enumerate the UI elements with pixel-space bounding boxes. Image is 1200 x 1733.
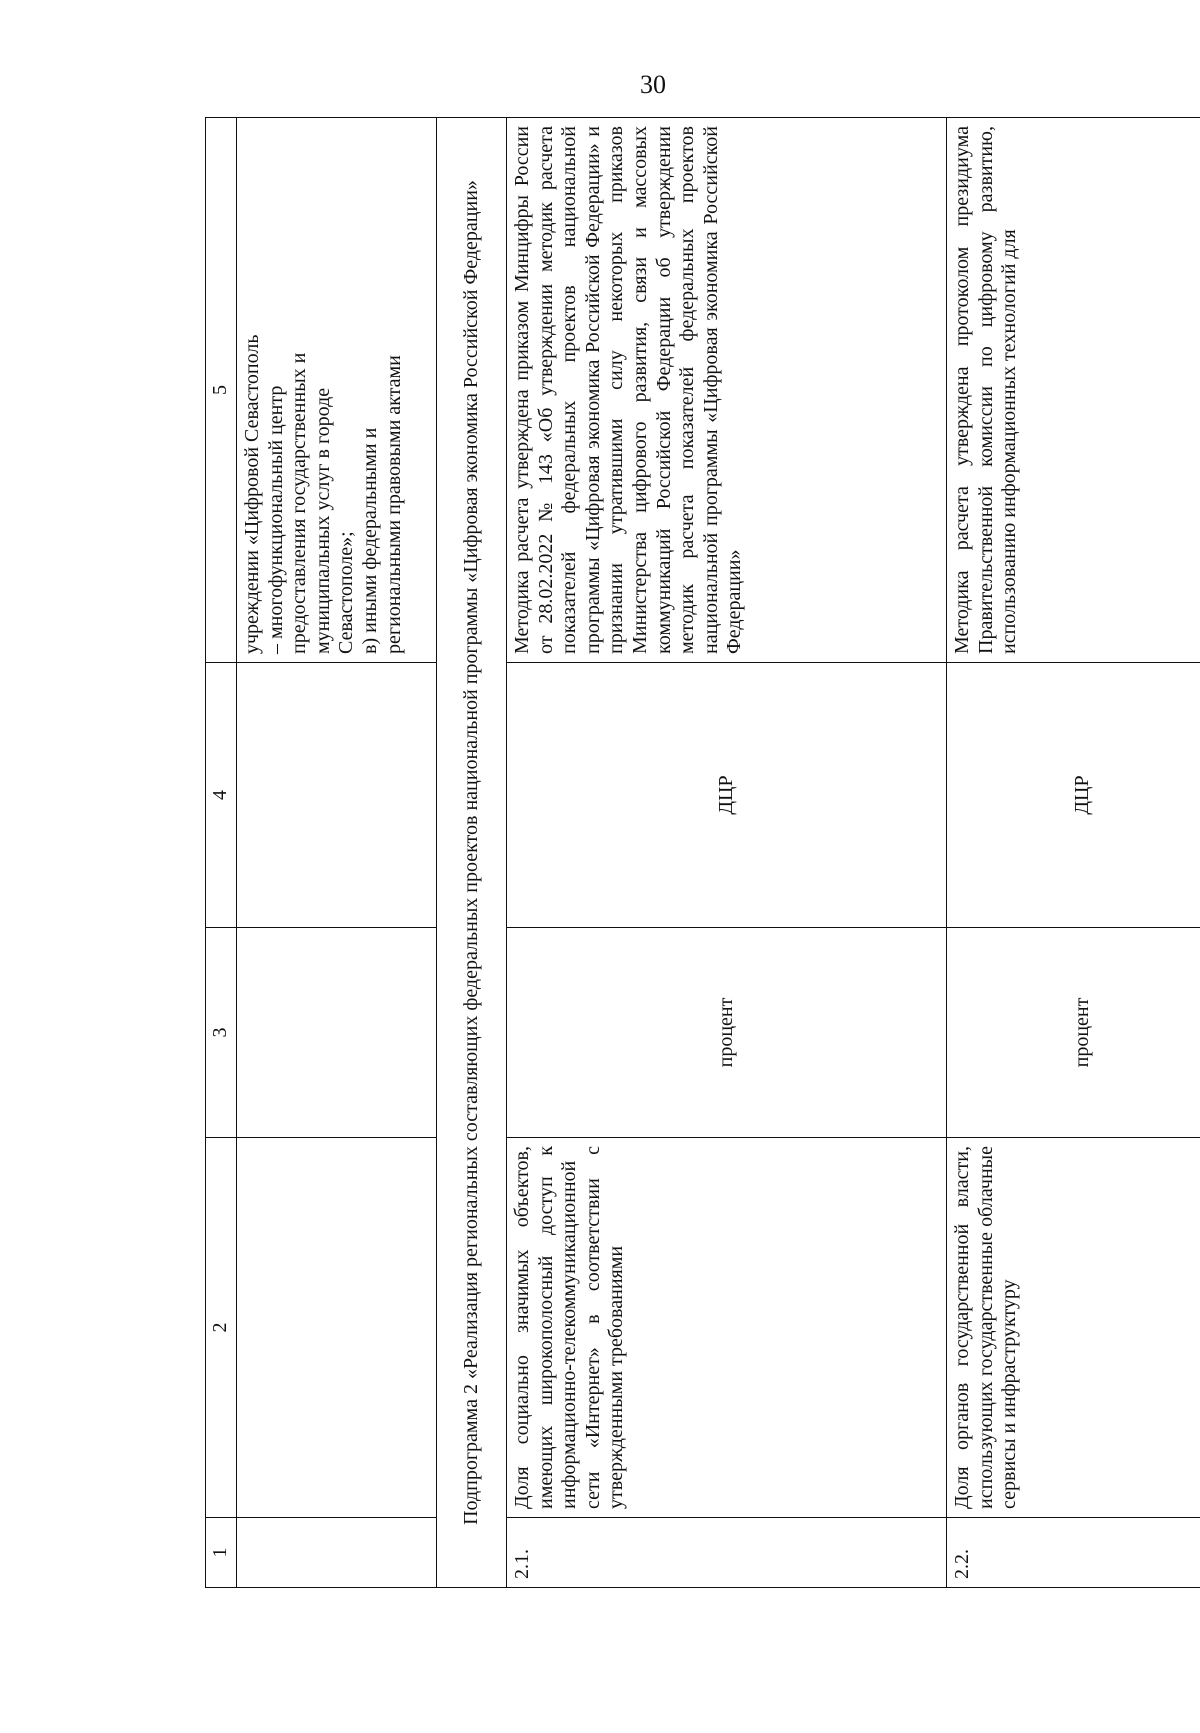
column-number-3: 3 — [206, 928, 237, 1138]
carry-line: – многофункциональный центр — [264, 385, 287, 654]
rotated-table-container — [205, 118, 1200, 1588]
subprogram-row — [437, 118, 507, 1588]
row-number: 2.2. — [947, 1518, 1200, 1588]
carry-text-cell — [237, 118, 437, 663]
responsible: ДЦР — [947, 663, 1200, 928]
unit: процент — [507, 928, 947, 1138]
carry-line: предоставления государственных и — [288, 352, 311, 654]
carry-cell-1 — [237, 1518, 437, 1588]
subprogram-title: Подпрограмма 2 «Реализация региональных составляющих федеральных проектов национальной программы «Цифровая экономика Российской Федерации» — [437, 118, 507, 1588]
carry-line: Севастополе»; — [335, 531, 358, 654]
table-row — [947, 118, 1200, 1588]
continuation-row — [237, 118, 437, 1588]
carry-line: в) иными федеральными и — [358, 427, 381, 654]
page-number: 30 — [640, 70, 666, 99]
column-number-5: 5 — [206, 118, 237, 663]
indicator-name: Доля социально значимых объектов, имеющих широкополосный доступ к информационно-телекоммуникационной сети «Интернет» в соответствии с утвержденными требованиями — [507, 1138, 947, 1518]
indicators-table — [205, 117, 1200, 1588]
carry-line: учреждении «Цифровой Севастополь — [241, 334, 263, 654]
unit: процент — [947, 928, 1200, 1138]
carry-cell-3 — [237, 928, 437, 1138]
carry-cell-4 — [237, 663, 437, 928]
column-number-1: 1 — [206, 1518, 237, 1588]
column-numbers-row — [206, 118, 237, 1588]
method: Методика расчета утверждена приказом Минцифры России от 28.02.2022 № 143 «Об утверждении методик расчета показателей федеральных проектов национальной программы «Цифровая экономика Российской Федерации» и признании утратившими силу некоторых приказов Министерства цифрового развития, связи и массовых коммуникаций Российской Федерации об утверждении методик расчета показателей федеральных проектов национальной программы «Цифровая экономика Российской Федерации» — [507, 118, 947, 663]
carry-line: муниципальных услуг в городе — [311, 387, 334, 654]
carry-line: региональными правовыми актами — [382, 355, 405, 654]
row-number: 2.1. — [507, 1518, 947, 1588]
carry-cell-2 — [237, 1138, 437, 1518]
table-row — [507, 118, 947, 1588]
responsible: ДЦР — [507, 663, 947, 928]
column-number-4: 4 — [206, 663, 237, 928]
method: Методика расчета утверждена протоколом президиума Правительственной комиссии по цифровому развитию, использованию информационных технологий для — [947, 118, 1200, 663]
column-number-2: 2 — [206, 1138, 237, 1518]
indicator-name: Доля органов государственной власти, использующих государственные облачные сервисы и инфраструктуру — [947, 1138, 1200, 1518]
